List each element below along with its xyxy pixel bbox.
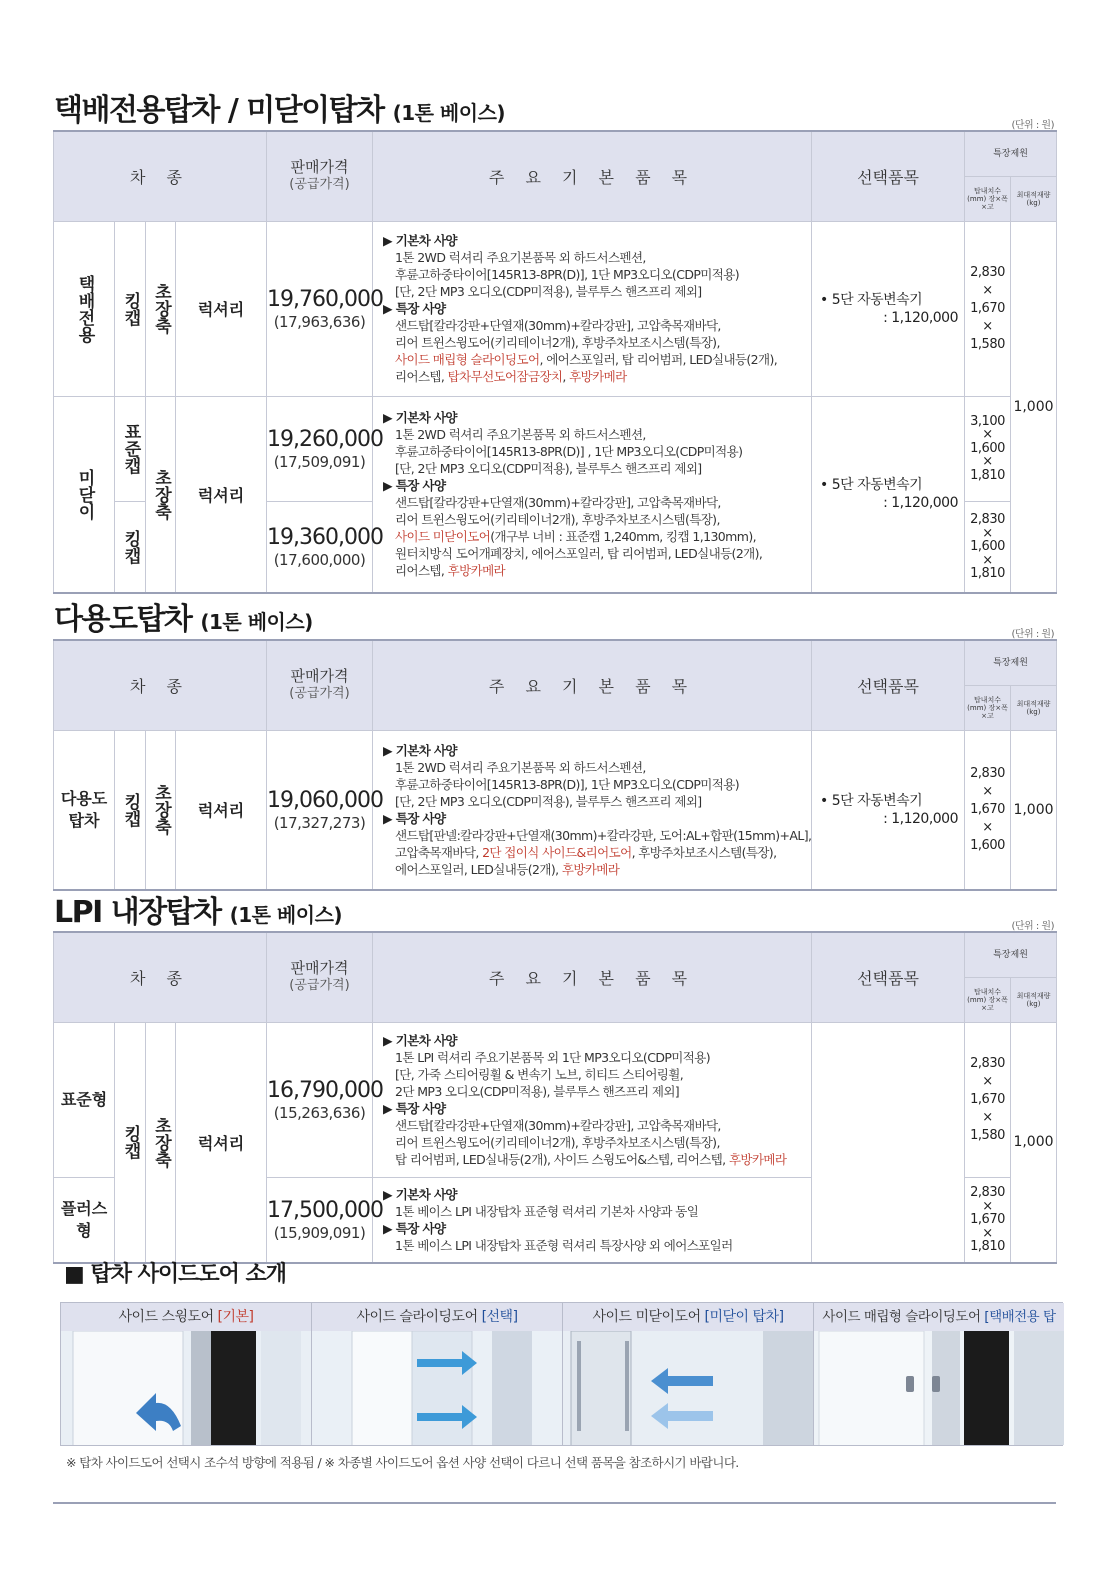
payload-cell: 1,000: [1011, 221, 1057, 593]
price-cell: 19,260,000 (17,509,091): [267, 396, 373, 501]
items-cell: ▶ 기본차 사양 1톤 2WD 럭셔리 주요기본품목 외 하드서스펜션, 후륜고하중타이어[145R13-8PR(D)], 1단 MP3오디오(CDP미적용) [단, 2단 MP3 오디오(CDP미적용), 블루투스 핸즈프리 제외] ▶ 특장 사양 샌드탑[판넬:칼라강판+단열재(30mm)+칼라강판, 도어:AL+합판(15mm)+AL], 고압축목재바닥, 2단 접이식 사이드&리어도어, 후방주차보조시스템(특장), 에어스포일러, LED실내등(2개), 후방카메라: [373, 730, 812, 890]
trim-label: 럭셔리: [176, 730, 267, 890]
header-items: 주 요 기 본 품 목: [373, 932, 812, 1022]
header-dim: 탑내치수(mm) 장×폭×고: [965, 685, 1011, 730]
section-title-multipurpose: 다용도탑차 (1톤 베이스): [54, 602, 313, 637]
items-cell: ▶ 기본차 사양 1톤 2WD 럭셔리 주요기본품목 외 하드서스펜션, 후륜고하중타이어[145R13-8PR(D)] , 1단 MP3오디오(CDP미적용) [단, 2단 MP3 오디오(CDP미적용), 블루투스 핸즈프리 제외] ▶ 특장 사양 샌드탑[칼라강판+단열재(30mm)+칼라강판], 고압축목재바닥, 리어 트윈스윙도어(키리테이너2개), 후방주차보조시스템(특장), 사이드 미닫이도어(개구부 너비 : 표준캡 1,240mm, 킹캡 1,130mm), 원터치방식 도어개폐장치, 에어스포일러, 탑 리어범퍼, LED실내등(2개), 리어스텝, 후방카메라: [373, 396, 812, 593]
door-swing: 사이드 스윙도어 [기본]: [61, 1303, 312, 1445]
price-cell: 19,760,000 (17,963,636): [267, 221, 373, 396]
payload-cell: 1,000: [1011, 730, 1057, 890]
trim-label: 럭셔리: [176, 221, 267, 396]
option-cell: • 5단 자동변속기 : 1,120,000: [812, 730, 965, 890]
door-flush-sliding: 사이드 매립형 슬라이딩도어 [택배전용 탑: [814, 1303, 1064, 1445]
header-vehicle: 차 종: [54, 640, 267, 730]
cab-label: 킹캡: [120, 529, 141, 564]
header-option: 선택품목: [812, 131, 965, 221]
door-swing-image: [61, 1331, 311, 1445]
items-cell: ▶ 기본차 사양 1톤 LPI 럭셔리 주요기본품목 외 1단 MP3오디오(CDP미적용) [단, 가죽 스티어링휠 & 변속기 노브, 히티드 스티어링휠, 2단 MP3 오디오(CDP미적용), 블루투스 핸즈프리 제외] ▶ 특장 사양 샌드탑[칼라강판+단열재(30mm)+칼라강판], 고압축목재바닥, 리어 트윈스윙도어(키리테이너2개), 후방주차보조시스템(특장), 탑 리어범퍼, LED실내등(2개), 사이드 스윙도어&스텝, 리어스텝, 후방카메라: [373, 1022, 812, 1177]
header-payload: 최대적재량 (kg): [1011, 176, 1057, 221]
items-cell: ▶ 기본차 사양 1톤 2WD 럭셔리 주요기본품목 외 하드서스펜션, 후륜고하중타이어[145R13-8PR(D)], 1단 MP3오디오(CDP미적용) [단, 2단 MP3 오디오(CDP미적용), 블루투스 핸즈프리 제외] ▶ 특장 사양 샌드탑[칼라강판+단열재(30mm)+칼라강판], 고압축목재바닥, 리어 트윈스윙도어(키리테이너2개), 후방주차보조시스템(특장), 사이드 매립형 슬라이딩도어, 에어스포일러, 탑 리어범퍼, LED실내등(2개), 리어스텝, 탑차무선도어잠금장치, 후방카메라: [373, 221, 812, 396]
dim-cell: 3,100 × 1,600 × 1,810: [965, 396, 1011, 501]
trim-label: 럭셔리: [176, 396, 267, 593]
axle-label: 초장축: [151, 784, 171, 836]
header-spec: 특장제원: [965, 932, 1057, 977]
door-sliding: 사이드 슬라이딩도어 [선택]: [312, 1303, 563, 1445]
door-slide-open-image: [563, 1331, 813, 1445]
cab-label: 킹캡: [120, 291, 141, 326]
trim-label: 럭셔리: [176, 1022, 267, 1263]
price-cell: 17,500,000 (15,909,091): [267, 1177, 373, 1263]
header-price: 판매가격 (공급가격): [267, 131, 373, 221]
dim-cell: 2,830 × 1,600 × 1,810: [965, 501, 1011, 593]
header-items: 주 요 기 본 품 목: [373, 640, 812, 730]
divider: [53, 1502, 1056, 1504]
table-delivery-sliding: [53, 130, 1057, 594]
option-cell: [812, 1022, 965, 1263]
dim-cell: 2,830 × 1,670 × 1,810: [965, 1177, 1011, 1263]
unit-label: (단위 : 원): [1011, 120, 1054, 131]
footnote: ※ 탑차 사이드도어 선택시 조수석 방향에 적용됨 / ※ 차종별 사이드도어 옵션 사양 선택이 다르니 선택 품목을 참조하시기 바랍니다.: [66, 1455, 739, 1470]
type-label: 플러스형: [54, 1177, 115, 1263]
price-cell: 19,360,000 (17,600,000): [267, 501, 373, 593]
table-multipurpose: [53, 639, 1057, 891]
door-sliding-image: [312, 1331, 562, 1445]
header-spec: 특장제원: [965, 640, 1057, 685]
option-cell: • 5단 자동변속기 : 1,120,000: [812, 221, 965, 396]
items-cell: ▶ 기본차 사양 1톤 베이스 LPI 내장탑차 표준형 럭셔리 기본차 사양과 동일 ▶ 특장 사양 1톤 베이스 LPI 내장탑차 표준형 럭셔리 특장사양 외 에어스포일러: [373, 1177, 812, 1263]
header-vehicle: 차 종: [54, 932, 267, 1022]
table-lpi: [53, 931, 1057, 1264]
unit-label: (단위 : 원): [1011, 921, 1054, 932]
type-label: 택배전용: [74, 274, 95, 343]
type-label: 미닫이: [74, 468, 95, 520]
type-label: 다용도 탑차: [54, 730, 115, 890]
dim-cell: 2,830 × 1,670 × 1,600: [965, 730, 1011, 890]
header-spec: 특장제원: [965, 131, 1057, 176]
option-cell: • 5단 자동변속기 : 1,120,000: [812, 396, 965, 593]
section-title-delivery: 택배전용탑차 / 미닫이탑차 (1톤 베이스): [54, 93, 506, 128]
header-items: 주 요 기 본 품 목: [373, 131, 812, 221]
header-price: 판매가격 (공급가격): [267, 932, 373, 1022]
dim-cell: 2,830 × 1,670 × 1,580: [965, 221, 1011, 396]
header-dim: 탑내치수(mm) 장×폭×고: [965, 977, 1011, 1022]
section-title-lpi: LPI 내장탑차 (1톤 베이스): [54, 895, 343, 930]
dim-cell: 2,830 × 1,670 × 1,580: [965, 1022, 1011, 1177]
price-cell: 19,060,000 (17,327,273): [267, 730, 373, 890]
type-label: 표준형: [54, 1022, 115, 1177]
unit-label: (단위 : 원): [1011, 629, 1054, 640]
header-payload: 최대적재량 (kg): [1011, 685, 1057, 730]
side-door-gallery: [60, 1302, 1063, 1446]
header-vehicle: 차 종: [54, 131, 267, 221]
header-price: 판매가격 (공급가격): [267, 640, 373, 730]
axle-label: 초장축: [151, 468, 171, 520]
side-door-title: ■ 탑차 사이드도어 소개: [64, 1262, 287, 1287]
axle-label: 초장축: [151, 283, 171, 334]
door-flush-sliding-image: [814, 1331, 1064, 1445]
axle-label: 초장축: [151, 1116, 171, 1168]
cab-label: 킹캡: [120, 1125, 141, 1160]
price-cell: 16,790,000 (15,263,636): [267, 1022, 373, 1177]
cab-label: 표준캡: [120, 423, 141, 474]
header-option: 선택품목: [812, 932, 965, 1022]
payload-cell: 1,000: [1011, 1022, 1057, 1263]
door-slide-open: 사이드 미닫이도어 [미닫이 탑차]: [563, 1303, 814, 1445]
header-dim: 탑내치수(mm) 장×폭×고: [965, 176, 1011, 221]
cab-label: 킹캡: [120, 792, 141, 827]
header-option: 선택품목: [812, 640, 965, 730]
header-payload: 최대적재량 (kg): [1011, 977, 1057, 1022]
